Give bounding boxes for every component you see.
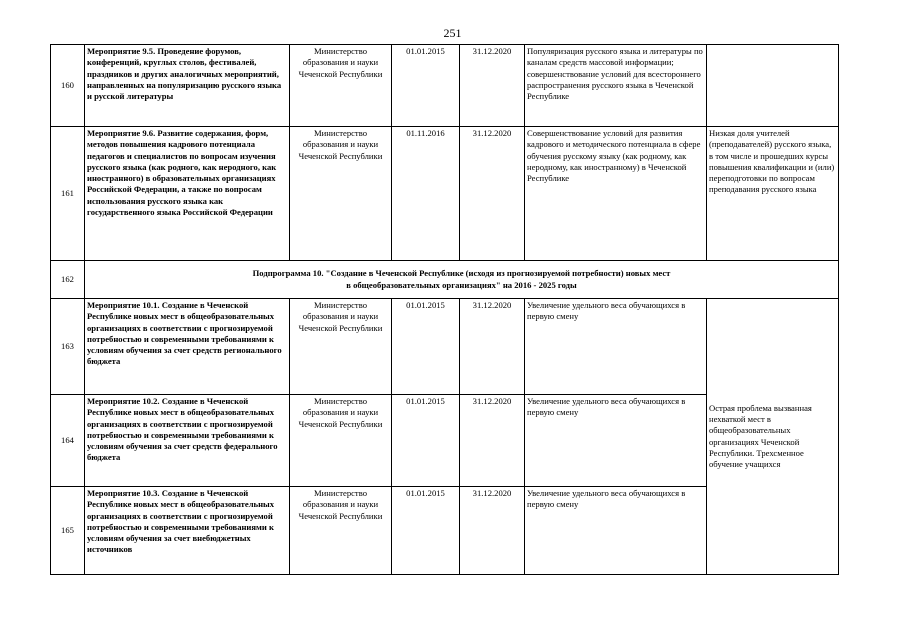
executor: Министерство образования и науки Чеченской Республики [290,299,392,395]
start-date: 01.01.2015 [392,395,460,487]
measure-title: Мероприятие 10.2. Создание в Чеченской Республике новых мест в общеобразовательных организациях в соответствии с прогнозируемой потребностью и современными требованиями к условиям обучения за счет средств федерального бюджета [85,395,290,487]
expected-result: Популяризация русского языка и литературы по каналам средств массовой информации; совершенствование условий для всестороннего распространения русского языка в Чеченской Республике [525,45,707,127]
measure-title: Мероприятие 10.3. Создание в Чеченской Республике новых мест в общеобразовательных организациях в соответствии с прогнозируемой потребностью и современными требованиями к условиям обучения за счет внебюджетных источников [85,487,290,575]
row-number: 165 [51,487,85,575]
table-row [51,45,839,127]
subprogram-title [85,261,839,299]
merged-problem-cell: Острая проблема вызванная нехваткой мест в общеобразовательных организациях Чеченской Республики. Трехсменное обучение учащихся [707,299,839,575]
row-number: 161 [51,127,85,261]
program-table [50,44,839,575]
table-row [51,299,839,395]
problem-cell [707,45,839,127]
measure-title: Мероприятие 9.6. Развитие содержания, форм, методов повышения кадрового потенциала педагогов и специалистов по вопросам изучения русского языка (как родного, как неродного, как иностранного) в образовательных организациях Российской Федерации, а также по вопросам использования русского языка как государственного языка Российской Федерации [85,127,290,261]
start-date: 01.01.2015 [392,45,460,127]
start-date: 01.11.2016 [392,127,460,261]
end-date: 31.12.2020 [460,299,525,395]
row-number: 164 [51,395,85,487]
expected-result: Увеличение удельного веса обучающихся в первую смену [525,487,707,575]
expected-result: Увеличение удельного веса обучающихся в первую смену [525,299,707,395]
executor: Министерство образования и науки Чеченской Республики [290,487,392,575]
expected-result: Совершенствование условий для развития кадрового и методического потенциала в сфере обучения русскому языку (как родному, как неродному, как иностранному) в Чеченской Республике [525,127,707,261]
page-number: 251 [443,26,462,40]
subprogram-row [51,261,839,299]
subprogram-title-line2: в общеобразовательных организациях" на 2016 - 2025 годы [346,279,577,290]
end-date: 31.12.2020 [460,487,525,575]
end-date: 31.12.2020 [460,127,525,261]
table-row [51,127,839,261]
subprogram-title-line1: Подпрограмма 10. "Создание в Чеченской Республике (исходя из прогнозируемой потребности) новых мест [252,268,671,279]
expected-result: Увеличение удельного веса обучающихся в первую смену [525,395,707,487]
measure-title: Мероприятие 9.5. Проведение форумов, конференций, круглых столов, фестивалей, праздников и других аналогичных мероприятий, направленных на популяризацию русского языка и русской литературы [85,45,290,127]
measure-title: Мероприятие 10.1. Создание в Чеченской Республике новых мест в общеобразовательных организациях в соответствии с прогнозируемой потребностью и современными требованиями к условиям обучения за счет средств регионального бюджета [85,299,290,395]
row-number: 163 [51,299,85,395]
end-date: 31.12.2020 [460,45,525,127]
start-date: 01.01.2015 [392,299,460,395]
executor: Министерство образования и науки Чеченской Республики [290,127,392,261]
executor: Министерство образования и науки Чеченской Республики [290,395,392,487]
end-date: 31.12.2020 [460,395,525,487]
start-date: 01.01.2015 [392,487,460,575]
row-number: 160 [51,45,85,127]
problem-cell: Низкая доля учителей (преподавателей) русского языка, в том числе и прошедших курсы повышения квалификации и (или) переподготовки по вопросам преподавания русского языка [707,127,839,261]
row-number: 162 [51,261,85,299]
executor: Министерство образования и науки Чеченской Республики [290,45,392,127]
